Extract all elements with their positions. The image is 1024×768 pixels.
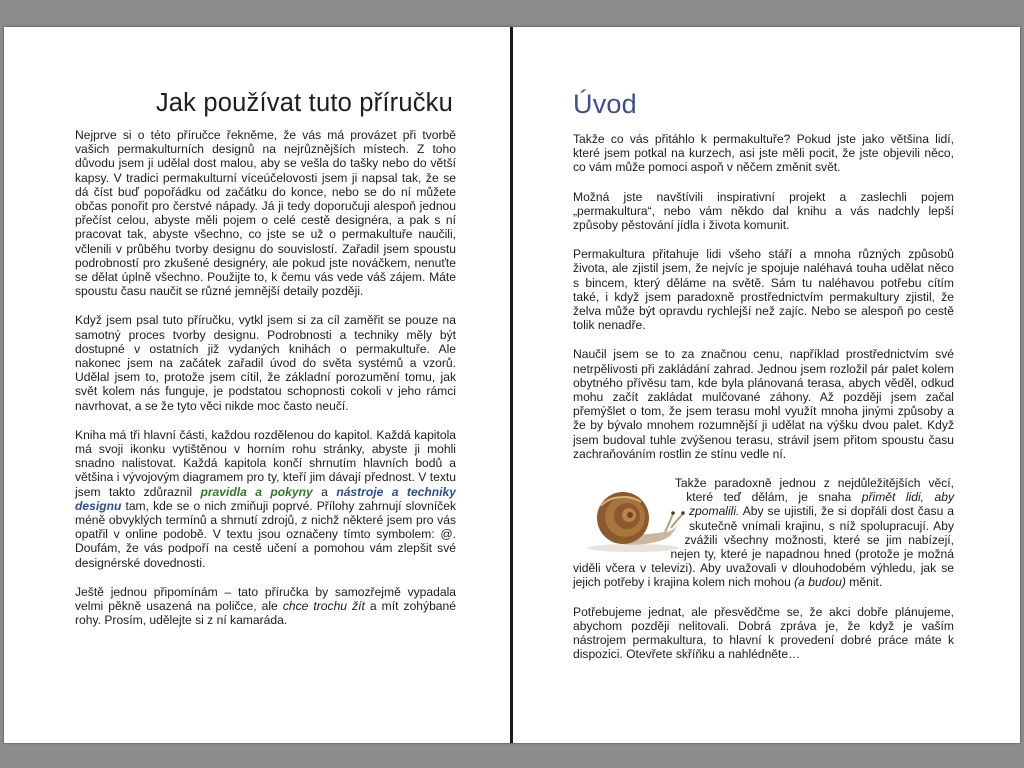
paragraph: Takže co vás přitáhlo k permakultuře? Pokud jste jako většina lidí, které jsem potkal na kurzech, asi jste měli pocit, že jste objevili něco, co vám může pomoci aspoň v něčem změnit svět. (573, 132, 954, 175)
text-run: Takže paradoxně jednou z nejdůležitějších věcí, které teď dělám, je snaha (674, 476, 954, 505)
right-page-title: Úvod (573, 89, 637, 119)
left-page-title: Jak používat tuto příručku (155, 89, 453, 117)
paragraph (75, 585, 456, 628)
italic-text: (a budou) (794, 575, 846, 590)
paragraph: Potřebujeme jednat, ale přesvědčme se, že akci dobře plánujeme, abychom později nelitovali. Dobrá zpráva je, že když je vaším nástrojem permakultura, to hlavní k provedení dobré práce máte k dispozici. Otevřete skříňku a nahlédněte… (573, 604, 954, 662)
book-spread (4, 27, 1020, 743)
italic-text: chce trochu žít (282, 599, 365, 614)
highlight-rules: pravidla a pokyny (200, 484, 313, 499)
text-run: tam, kde se o nich zmiňuji poprvé. Přílohy zahrnují slovníček méně obvyklých termínů a shrnutí zdrojů, z nichž některé jsem pro vás opatřil v online podobě. V textu jsou označeny tímto symbolem: @. Doufám, že vás podpoří na cestě učení a pomohou vám zlepšit své designérské dovednosti. (75, 498, 456, 570)
highlight-tools: nástroje a techniky designu (75, 484, 456, 513)
text-run: měnit. (845, 575, 883, 590)
paragraph (75, 428, 456, 570)
left-page-body (75, 128, 456, 643)
left-page (4, 27, 510, 743)
text-run: a mít zohýbané rohy. Prosím, udělejte si z ní kamaráda. (75, 599, 456, 628)
text-run: Kniha má tři hlavní části, každou rozdělenou do kapitol. Každá kapitola má svoji ikonku vytištěnou v horním rohu stránky, abyste ji mohli snadno nalistovat. Každá kapitola končí shrnutím hlavních bodů a většina i vývojovým diagramem pro ty, kteří jim dávají přednost. V textu jsem takto zdůraznil (75, 427, 456, 499)
paragraph: Když jsem psal tuto příručku, vytkl jsem si za cíl zaměřit se pouze na samotný proces tvorby designu. Podrobnosti a techniky měly být dostupné v ostatních již vydaných knihách o permakultuře. Ale nakonec jsem na začátek zařadil úvod do světa systémů a vzorů. Udělal jsem to, protože jsem cítil, že základní porozumění tomu, jak svět kolem nás funguje, je podstatou schopnosti cokoli v jeho rámci navrhovat, a se že tyto věci nikde moc často neučí. (75, 313, 456, 413)
paragraph: Naučil jsem se to za značnou cenu, například prostřednictvím své netrpělivosti při zakládání zahrad. Jednou jsem rozložil pár palet kolem obytného přívěsu tam, kde byla plánovaná terasa, abych věděl, odkud mohu začít zakládat mulčované záhony. Až později jsem začal přemýšlet o tom, že jsem terasu mohl využít mnoha jinými způsoby a že by bývalo mnohem rozumnější ji udělat na výšku dvou palet. Když jsem budoval tuhle zvýšenou terasu, strávil jsem přitom spoustu času zachraňováním rostlin ze stínu vedle ní. (573, 347, 954, 461)
paragraph: Možná jste navštívili inspirativní projekt a zaslechli pojem „permakultura“, nebo vám někdo dal knihu a vás nadchly lepší způsoby pěstování jídla i života komunit. (573, 189, 954, 233)
snail-paragraph (573, 476, 954, 590)
paragraph: Nejprve si o této příručce řekněme, že vás má provázet při tvorbě vašich permakulturních designů na nejrůznějších místech. Z toho důvodu jsem ji udělal dost malou, aby se vešla do tašky nebo do větší kapsy. V tradici permakulturní víceúčelovosti jsem ji napsal tak, že se dá číst buď popořádku od začátku do konce, nebo se do ní můžete občas ponořit pro čerstvé nápady. Já ji tedy doporučuji alespoň jednou přečíst celou, abyste měli pojem o celé cestě designéra, a pak s ní pracovat tak, abyste všechno, co jste se už o permakultuře naučili, včlenili v průběhu tvorby designu do souvislostí. Zařadil jsem spoustu podrobností pro zkušené designéry, ale pokud jste nováčkem, nenuťte se dělat úplně všechno. Použijte to, k čemu vás vede váš zájem. Máte spoustu času naučit se různé jemnější detaily později. (75, 128, 456, 299)
right-page (513, 27, 1020, 743)
text-run: Ještě jednou připomínám – tato příručka by samozřejmě vypadala velmi pěkně usazená na poličce, ale (75, 584, 456, 614)
text-run: Aby se ujistili, že si dopřáli dost času a skutečně vnímali krajinu, s níž spolupracují. Aby zvážili všechny možnosti, které se jim nabízejí, nejen ty, které je napadnou hned (protože je možná viděli včera v televizi). Aby uvažovali v dlouhodobém výhledu, jak se jejich potřeby i krajina kolem nich mohou (573, 504, 954, 590)
right-page-body (573, 132, 954, 677)
italic-text: přimět lidi, aby zpomalili. (689, 490, 954, 519)
paragraph: Permakultura přitahuje lidi všeho stáří a mnoha různých způsobů života, ale zjistil jsem, že nejvíc je spojuje naléhavá touha udělat něco s bincem, který děláme na světě. Sám tu naléhavou potřebu cítím také, i když jsem paradoxně prostřednictvím permakultury zjistil, že želva může být opravdu rychlejší než zajíc. Nebo se alespoň po cestě tolik nenadře. (573, 247, 954, 333)
snail-icon (581, 484, 685, 554)
text-run: a (312, 484, 337, 499)
